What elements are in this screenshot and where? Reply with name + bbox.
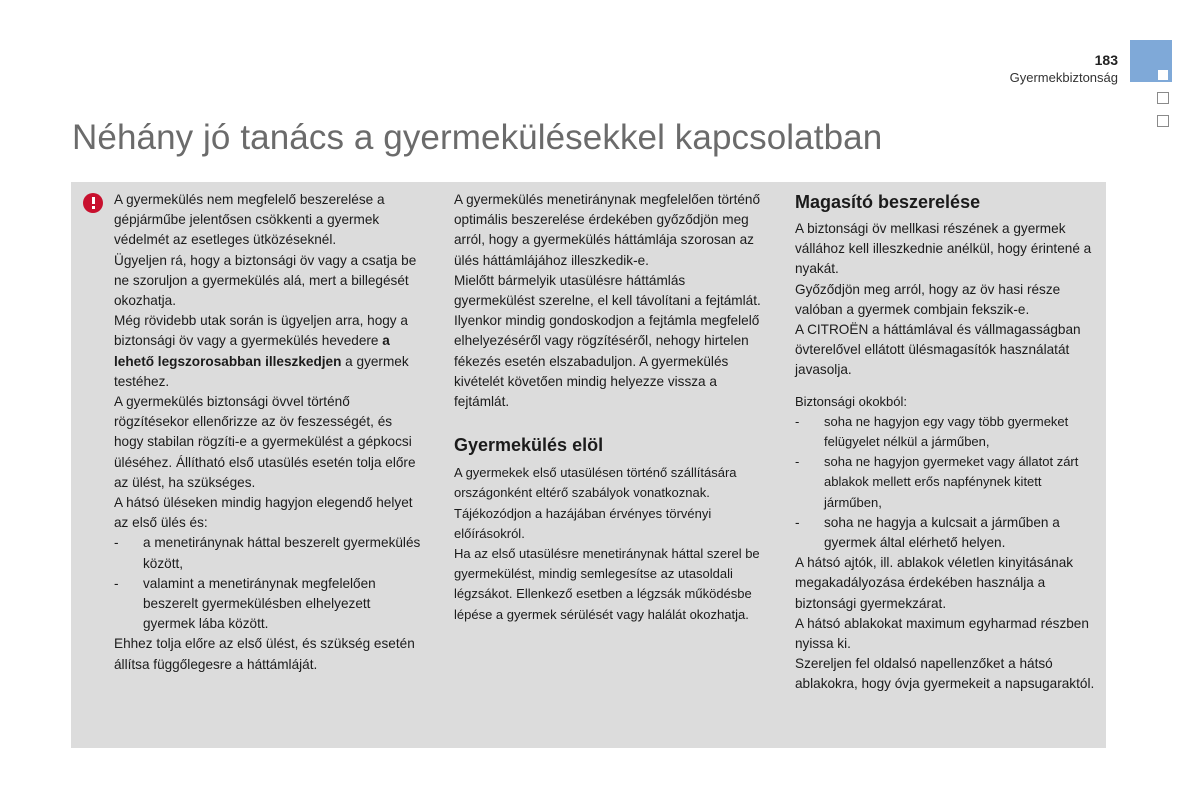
paragraph: Szereljen fel oldalsó napellenzőket a hátsó ablakokra, hogy óvja gyermekeit a napsugaraktól. xyxy=(795,656,1095,692)
paragraph: Biztonsági okokból: xyxy=(795,393,908,409)
column-1 xyxy=(114,190,424,675)
list-item: - a menetiránynak háttal beszerelt gyermekülés között, xyxy=(114,535,421,571)
page-title: Néhány jó tanács a gyermekülésekkel kapcsolatban xyxy=(72,118,883,157)
column-2 xyxy=(454,190,764,625)
list-item: - soha ne hagyjon egy vagy több gyermeket felügyelet nélkül a járműben, xyxy=(795,413,1069,450)
section-label: Gyermekbiztonság xyxy=(1009,70,1118,85)
paragraph: Ehhez tolja előre az első ülést, és szükség esetén állítsa függőlegesre a háttámláját. xyxy=(114,636,415,672)
paragraph: A hátsó ajtók, ill. ablakok véletlen kinyitásának megakadályozása érdekében használja a biztonsági gyermekzárat. xyxy=(795,555,1074,611)
list-item: - valamint a menetiránynak megfelelően beszerelt gyermekülésben elhelyezett gyermek lába között. xyxy=(114,575,376,632)
chapter-tab-box xyxy=(1157,115,1169,127)
paragraph: Mielőtt bármelyik utasülésre háttámlás gyermekülést szerelne, el kell távolítani a fejtámlát. Ilyenkor mindig gondoskodjon a fejtámla megfelelő elhelyezéséről vagy rögzítéséről, nehogy hirtelen fékezés esetén elszabaduljon. A gyermekülés kivételét követően mindig helyezze vissza a fejtámlát. xyxy=(454,272,761,410)
paragraph: A hátsó üléseken mindig hagyjon elegendő helyet az első ülés és: xyxy=(114,495,413,531)
page-number: 183 xyxy=(1094,52,1118,68)
paragraph: A hátsó ablakokat maximum egyharmad részben nyissa ki. xyxy=(795,615,1089,652)
list-item: - soha ne hagyja a kulcsait a járműben a gyermek által elérhető helyen. xyxy=(795,514,1060,551)
chapter-tab-box xyxy=(1157,92,1169,104)
paragraph: Ügyeljen rá, hogy a biztonsági öv vagy a csatja be ne szoruljon a gyermekülés alá, mert a billegését okozhatja. xyxy=(114,252,417,309)
emphasis: a lehető legszorosabban illeszkedjen xyxy=(114,333,390,369)
paragraph: Tájékozódjon a hazájában érvényes törvényi előírásokról. xyxy=(454,505,712,541)
section-heading: Gyermekülés elöl xyxy=(454,435,604,456)
paragraph: Ha az első utasülésre menetiránynak háttal szerel be gyermekülést, mindig semlegesítse az utasoldali légzsákot. Ellenkező esetben a légzsák működésbe lépése a gyermek sérülését vagy halálát okozhatja. xyxy=(454,546,760,622)
paragraph: Még rövidebb utak során is ügyeljen arra, hogy a biztonsági öv vagy a gyermekülés hevedere a lehető legszorosabban illeszkedjen a gyermek testéhez. xyxy=(114,313,409,389)
paragraph: A gyermekülés biztonsági övvel történő rögzítésekor ellenőrizze az öv feszességét, és hogy stabilan rögzíti-e a gyermekülést a gépkocsi üléséhez. Állítható első utasülés esetén tolja előre az ülést, ha szükséges. xyxy=(114,394,416,490)
paragraph: Győződjön meg arról, hogy az öv hasi része valóban a gyermek combjain fekszik-e. xyxy=(795,281,1061,317)
paragraph: A gyermekülés menetiránynak megfelelően történő optimális beszerelése érdekében győződjön meg arról, hogy a gyermekülés háttámlája szorosan az ülés háttámlájához illeszkedik-e. xyxy=(454,192,761,268)
paragraph: A CITROËN a háttámlával és vállmagasságban övterelővel ellátott ülésmagasítók használatát javasolja. xyxy=(795,322,1081,378)
paragraph: A gyermekülés nem megfelelő beszerelése a gépjárműbe jelentősen csökkenti a gyermek védelmét az esetleges ütközéseknél. xyxy=(114,192,385,248)
list-item: - soha ne hagyjon gyermeket vagy állatot zárt ablakok mellett erős napfénynek kitett járműben, xyxy=(795,454,1079,510)
warning-icon xyxy=(83,193,103,213)
section-heading: Magasító beszerelése xyxy=(795,192,981,212)
paragraph: A biztonsági öv mellkasi részének a gyermek vállához kell illeszkednie anélkül, hogy érintené a nyakát. xyxy=(795,221,1092,277)
column-3 xyxy=(795,190,1100,695)
paragraph: A gyermekek első utasülésen történő szállítására országonként eltérő szabályok vonatkoznak. xyxy=(454,465,737,501)
chapter-tab-marker xyxy=(1158,70,1168,80)
